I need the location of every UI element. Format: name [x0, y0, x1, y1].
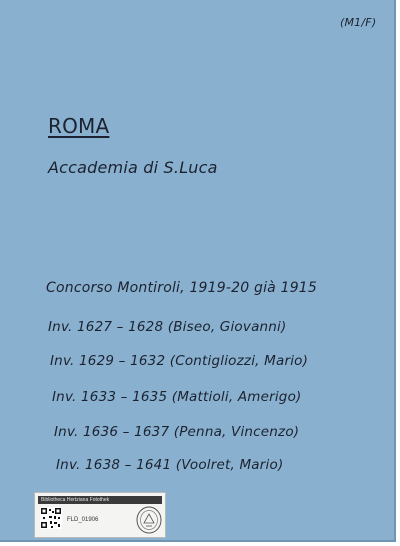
folder-title: ROMA: [48, 114, 110, 138]
inventory-line: Inv. 1629 – 1632 (Contigliozzi, Mario): [50, 353, 309, 369]
archive-id: FLD_01906: [67, 517, 99, 523]
corner-code: (M1/F): [340, 16, 377, 29]
competition-line: Concorso Montiroli, 1919-20 già 1915: [46, 280, 318, 296]
inventory-line: Inv. 1633 – 1635 (Mattioli, Amerigo): [52, 389, 302, 405]
library-seal-icon: [135, 505, 163, 535]
qr-code-icon: [40, 507, 62, 529]
inventory-line: Inv. 1636 – 1637 (Penna, Vincenzo): [54, 424, 300, 440]
folder-subtitle: Accademia di S.Luca: [48, 158, 218, 177]
inventory-line: Inv. 1638 – 1641 (Voolret, Mario): [56, 457, 284, 473]
inventory-line: Inv. 1627 – 1628 (Biseo, Giovanni): [48, 319, 287, 335]
library-name: Bibliotheca Hertziana Fotothek: [38, 496, 162, 504]
archive-label: [34, 492, 166, 538]
